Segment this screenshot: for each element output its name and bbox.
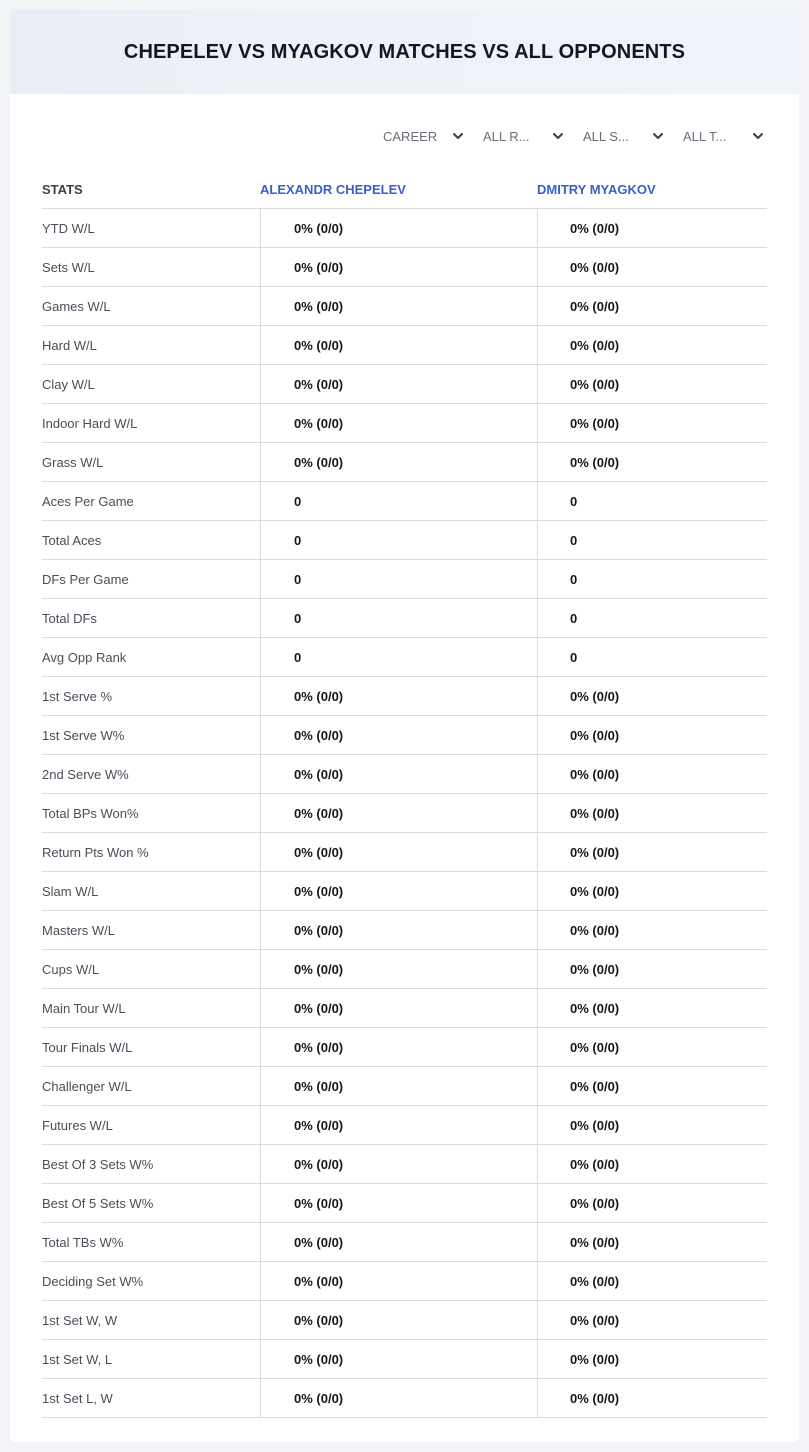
table-row: [42, 287, 767, 326]
stat-label: Games W/L: [42, 298, 111, 314]
table-row: [42, 1145, 767, 1184]
player2-value: 0: [537, 482, 767, 520]
player1-value: 0% (0/0): [260, 716, 537, 754]
player2-value: 0: [537, 638, 767, 676]
chevron-down-icon: [451, 129, 465, 143]
player1-value: 0% (0/0): [260, 911, 537, 949]
player1-value: 0% (0/0): [260, 755, 537, 793]
player1-value: 0% (0/0): [260, 1184, 537, 1222]
player1-value: 0: [260, 521, 537, 559]
stat-label: Deciding Set W%: [42, 1273, 144, 1289]
player2-value: 0% (0/0): [537, 1106, 767, 1144]
player2-value: 0% (0/0): [537, 1340, 767, 1378]
player2-value: 0% (0/0): [537, 287, 767, 325]
stat-label: Tour Finals W/L: [42, 1039, 133, 1055]
stat-label: Total TBs W%: [42, 1234, 124, 1250]
player1-value: 0: [260, 482, 537, 520]
stat-label: 1st Serve %: [42, 688, 113, 704]
table-row: [42, 1262, 767, 1301]
player2-value: 0% (0/0): [537, 1028, 767, 1066]
table-row: [42, 365, 767, 404]
player1-value: 0% (0/0): [260, 443, 537, 481]
stat-label: 1st Set W, L: [42, 1351, 113, 1367]
player2-value: 0% (0/0): [537, 209, 767, 247]
stat-label: Best Of 5 Sets W%: [42, 1195, 154, 1211]
stat-label: 2nd Serve W%: [42, 766, 129, 782]
player1-value: 0% (0/0): [260, 1145, 537, 1183]
stat-label: Challenger W/L: [42, 1078, 132, 1094]
stat-label: YTD W/L: [42, 220, 95, 236]
player1-value: 0% (0/0): [260, 1223, 537, 1261]
surface-select[interactable]: [567, 125, 667, 147]
player1-value: 0% (0/0): [260, 326, 537, 364]
stat-label: Total Aces: [42, 532, 102, 548]
player2-link[interactable]: DMITRY MYAGKOV: [537, 181, 656, 197]
player1-value: 0% (0/0): [260, 794, 537, 832]
player1-value: 0% (0/0): [260, 872, 537, 910]
table-row: [42, 638, 767, 677]
player1-value: 0% (0/0): [260, 677, 537, 715]
player2-value: 0: [537, 560, 767, 598]
stat-label: Aces Per Game: [42, 493, 134, 509]
tournament-select[interactable]: [667, 125, 767, 147]
table-row: [42, 443, 767, 482]
table-row: [42, 833, 767, 872]
player1-value: 0% (0/0): [260, 404, 537, 442]
stat-label: Total BPs Won%: [42, 805, 139, 821]
table-row: [42, 599, 767, 638]
table-row: [42, 1184, 767, 1223]
table-row: [42, 404, 767, 443]
table-row: [42, 716, 767, 755]
table-row: [42, 1106, 767, 1145]
player2-value: 0% (0/0): [537, 872, 767, 910]
stat-label: Sets W/L: [42, 259, 95, 275]
table-header: [42, 170, 767, 208]
table-row: [42, 1340, 767, 1379]
player1-value: 0: [260, 638, 537, 676]
stat-label: Best Of 3 Sets W%: [42, 1156, 154, 1172]
player1-value: 0% (0/0): [260, 1340, 537, 1378]
table-row: [42, 1028, 767, 1067]
table-body: [42, 208, 767, 1418]
player2-value: 0% (0/0): [537, 1379, 767, 1417]
player2-value: 0% (0/0): [537, 248, 767, 286]
player1-value: 0% (0/0): [260, 1106, 537, 1144]
player2-value: 0% (0/0): [537, 677, 767, 715]
stat-label: DFs Per Game: [42, 571, 129, 587]
player2-value: 0: [537, 599, 767, 637]
table-row: [42, 1067, 767, 1106]
stats-card: [10, 10, 799, 1442]
table-row: [42, 872, 767, 911]
player2-value: 0% (0/0): [537, 326, 767, 364]
stats-table: [42, 170, 767, 1418]
player2-value: 0% (0/0): [537, 443, 767, 481]
player2-value: 0% (0/0): [537, 716, 767, 754]
player1-value: 0% (0/0): [260, 1028, 537, 1066]
player2-value: 0% (0/0): [537, 794, 767, 832]
stat-label: Clay W/L: [42, 376, 95, 392]
chevron-down-icon: [751, 129, 765, 143]
table-row: [42, 677, 767, 716]
player1-value: 0% (0/0): [260, 1379, 537, 1417]
player1-value: 0% (0/0): [260, 1067, 537, 1105]
player2-value: 0: [537, 521, 767, 559]
player2-value: 0% (0/0): [537, 1145, 767, 1183]
player2-value: 0% (0/0): [537, 365, 767, 403]
chevron-down-icon: [551, 129, 565, 143]
player1-value: 0% (0/0): [260, 989, 537, 1027]
filter-bar: [367, 125, 767, 147]
player2-value: 0% (0/0): [537, 1184, 767, 1222]
table-row: [42, 326, 767, 365]
player2-value: 0% (0/0): [537, 911, 767, 949]
player1-value: 0% (0/0): [260, 209, 537, 247]
player2-value: 0% (0/0): [537, 404, 767, 442]
table-row: [42, 209, 767, 248]
round-select[interactable]: [467, 125, 567, 147]
period-select-value: CAREER: [383, 128, 438, 144]
stat-label: Indoor Hard W/L: [42, 415, 138, 431]
player1-value: 0% (0/0): [260, 287, 537, 325]
player2-value: 0% (0/0): [537, 833, 767, 871]
stat-label: Hard W/L: [42, 337, 97, 353]
table-row: [42, 1379, 767, 1418]
player2-value: 0% (0/0): [537, 1301, 767, 1339]
stat-label: 1st Set W, W: [42, 1312, 118, 1328]
stats-column-header: STATS: [42, 181, 83, 197]
player2-value: 0% (0/0): [537, 989, 767, 1027]
player1-link[interactable]: ALEXANDR CHEPELEV: [260, 181, 406, 197]
player2-value: 0% (0/0): [537, 950, 767, 988]
stat-label: Total DFs: [42, 610, 97, 626]
table-row: [42, 794, 767, 833]
stat-label: 1st Serve W%: [42, 727, 125, 743]
chevron-down-icon: [651, 129, 665, 143]
stat-label: Grass W/L: [42, 454, 104, 470]
player1-value: 0: [260, 560, 537, 598]
tournament-select-value: ALL T...: [683, 128, 727, 144]
player2-value: 0% (0/0): [537, 755, 767, 793]
stat-label: 1st Set L, W: [42, 1390, 113, 1406]
stat-label: Masters W/L: [42, 922, 115, 938]
stat-label: Return Pts Won %: [42, 844, 149, 860]
player2-value: 0% (0/0): [537, 1262, 767, 1300]
stat-label: Main Tour W/L: [42, 1000, 126, 1016]
table-row: [42, 1223, 767, 1262]
surface-select-value: ALL S...: [583, 128, 629, 144]
period-select[interactable]: [367, 125, 467, 147]
player1-column-header: [260, 182, 537, 197]
stat-label: Avg Opp Rank: [42, 649, 127, 665]
player1-value: 0% (0/0): [260, 950, 537, 988]
player1-value: 0: [260, 599, 537, 637]
player2-value: 0% (0/0): [537, 1223, 767, 1261]
stat-label: Futures W/L: [42, 1117, 113, 1133]
table-row: [42, 482, 767, 521]
player1-value: 0% (0/0): [260, 1301, 537, 1339]
stat-label: Cups W/L: [42, 961, 100, 977]
page-title: CHEPELEV VS MYAGKOV MATCHES VS ALL OPPONENTS: [123, 40, 686, 63]
page-header: [10, 10, 799, 94]
table-row: [42, 989, 767, 1028]
table-row: [42, 248, 767, 287]
table-row: [42, 911, 767, 950]
player1-value: 0% (0/0): [260, 248, 537, 286]
table-row: [42, 755, 767, 794]
table-row: [42, 521, 767, 560]
player2-value: 0% (0/0): [537, 1067, 767, 1105]
player1-value: 0% (0/0): [260, 365, 537, 403]
player1-value: 0% (0/0): [260, 833, 537, 871]
player1-value: 0% (0/0): [260, 1262, 537, 1300]
table-row: [42, 950, 767, 989]
table-row: [42, 1301, 767, 1340]
stat-label: Slam W/L: [42, 883, 99, 899]
table-row: [42, 560, 767, 599]
round-select-value: ALL R...: [483, 128, 530, 144]
player2-column-header: [537, 182, 767, 197]
